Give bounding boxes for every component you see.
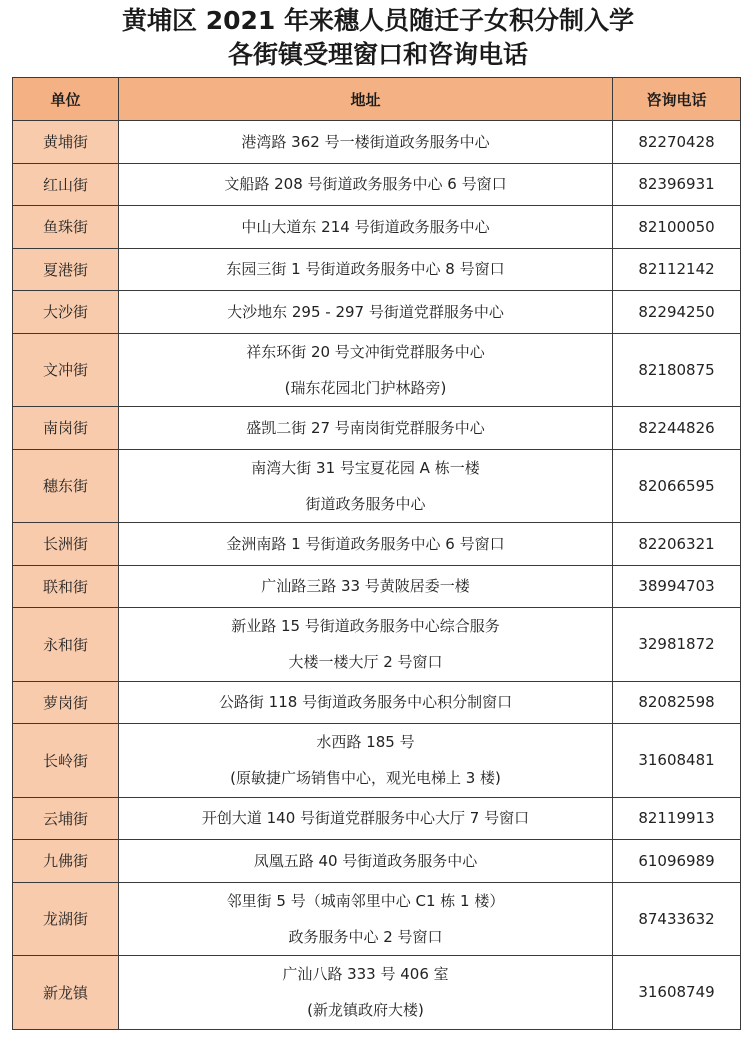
address-line: 东园三街 1 号街道政务服务中心 8 号窗口 <box>226 260 505 279</box>
unit-cell: 大沙街 <box>13 291 119 334</box>
phone-cell: 82180875 <box>613 333 741 407</box>
phone-cell: 82100050 <box>613 206 741 249</box>
address-line: 邻里街 5 号（城南邻里中心 C1 栋 1 楼） <box>226 891 505 910</box>
unit-cell: 联和街 <box>13 565 119 608</box>
table-row <box>13 407 741 450</box>
contact-table <box>12 77 741 1030</box>
address-cell <box>119 449 613 523</box>
address-line: 南湾大街 31 号宝夏花园 A 栋一楼 <box>251 458 480 477</box>
table-row <box>13 523 741 566</box>
unit-cell: 穗东街 <box>13 449 119 523</box>
address-cell <box>119 797 613 840</box>
address-line: 大楼一楼大厅 2 号窗口 <box>288 653 443 672</box>
address-cell <box>119 206 613 249</box>
address-cell <box>119 248 613 291</box>
table-row <box>13 608 741 682</box>
table-row <box>13 206 741 249</box>
address-cell <box>119 882 613 956</box>
unit-cell: 红山街 <box>13 163 119 206</box>
address-line: 街道政务服务中心 <box>305 494 426 513</box>
address-line: 中山大道东 214 号街道政务服务中心 <box>241 217 490 236</box>
table-row <box>13 681 741 724</box>
phone-cell: 32981872 <box>613 608 741 682</box>
phone-cell: 82206321 <box>613 523 741 566</box>
phone-cell: 38994703 <box>613 565 741 608</box>
address-line: 广汕八路 333 号 406 室 <box>282 965 449 984</box>
table-row <box>13 882 741 956</box>
address-line: 文船路 208 号街道政务服务中心 6 号窗口 <box>224 175 507 194</box>
phone-cell: 31608749 <box>613 956 741 1030</box>
page-title-line-1: 黄埔区 2021 年来穗人员随迁子女积分制入学 <box>122 6 634 35</box>
header-address: 地址 <box>119 78 613 121</box>
phone-cell: 82119913 <box>613 797 741 840</box>
address-line: (原敏捷广场销售中心，观光电梯上 3 楼) <box>230 769 501 788</box>
address-cell <box>119 333 613 407</box>
address-line: 新业路 15 号街道政务服务中心综合服务 <box>231 617 500 636</box>
address-line: 公路街 118 号街道政务服务中心积分制窗口 <box>218 693 513 712</box>
unit-cell: 永和街 <box>13 608 119 682</box>
table-row <box>13 449 741 523</box>
address-cell <box>119 121 613 164</box>
address-line: (瑞东花园北门护林路旁) <box>284 378 447 397</box>
phone-cell: 82066595 <box>613 449 741 523</box>
address-line: 港湾路 362 号一楼街道政务服务中心 <box>241 132 490 151</box>
header-phone: 咨询电话 <box>613 78 741 121</box>
phone-cell: 82244826 <box>613 407 741 450</box>
address-line: 政务服务中心 2 号窗口 <box>288 927 443 946</box>
address-cell <box>119 523 613 566</box>
phone-cell: 61096989 <box>613 840 741 883</box>
address-cell <box>119 565 613 608</box>
table-row <box>13 956 741 1030</box>
unit-cell: 鱼珠街 <box>13 206 119 249</box>
address-cell <box>119 291 613 334</box>
address-cell <box>119 956 613 1030</box>
unit-cell: 九佛街 <box>13 840 119 883</box>
phone-cell: 82294250 <box>613 291 741 334</box>
address-cell <box>119 724 613 798</box>
table-body <box>13 121 741 1030</box>
table-row <box>13 291 741 334</box>
address-cell <box>119 608 613 682</box>
phone-cell: 31608481 <box>613 724 741 798</box>
unit-cell: 长洲街 <box>13 523 119 566</box>
unit-cell: 黄埔街 <box>13 121 119 164</box>
address-cell <box>119 840 613 883</box>
unit-cell: 长岭街 <box>13 724 119 798</box>
unit-cell: 新龙镇 <box>13 956 119 1030</box>
address-line: 广汕路三路 33 号黄陂居委一楼 <box>261 577 470 596</box>
header-unit: 单位 <box>13 78 119 121</box>
table-row <box>13 565 741 608</box>
table-row <box>13 121 741 164</box>
address-line: 盛凯二街 27 号南岗街党群服务中心 <box>246 418 485 437</box>
phone-cell: 82112142 <box>613 248 741 291</box>
unit-cell: 夏港街 <box>13 248 119 291</box>
unit-cell: 龙湖街 <box>13 882 119 956</box>
table-row <box>13 797 741 840</box>
address-line: 金洲南路 1 号街道政务服务中心 6 号窗口 <box>226 534 505 553</box>
address-line: (新龙镇政府大楼) <box>307 1001 424 1020</box>
phone-cell: 82396931 <box>613 163 741 206</box>
page-title-line-2: 各街镇受理窗口和咨询电话 <box>227 40 528 69</box>
table-row <box>13 724 741 798</box>
table-row <box>13 248 741 291</box>
unit-cell: 文冲街 <box>13 333 119 407</box>
unit-cell: 萝岗街 <box>13 681 119 724</box>
table-header-row <box>13 78 741 121</box>
address-line: 祥东环街 20 号文冲街党群服务中心 <box>246 342 485 361</box>
address-cell <box>119 163 613 206</box>
address-line: 开创大道 140 号街道党群服务中心大厅 7 号窗口 <box>201 809 530 828</box>
phone-cell: 87433632 <box>613 882 741 956</box>
address-line: 凤凰五路 40 号街道政务服务中心 <box>253 851 478 870</box>
table-row <box>13 840 741 883</box>
unit-cell: 南岗街 <box>13 407 119 450</box>
table-row <box>13 163 741 206</box>
unit-cell: 云埔街 <box>13 797 119 840</box>
phone-cell: 82270428 <box>613 121 741 164</box>
address-line: 大沙地东 295 - 297 号街道党群服务中心 <box>227 302 504 321</box>
address-cell <box>119 681 613 724</box>
address-cell <box>119 407 613 450</box>
table-row <box>13 333 741 407</box>
address-line: 水西路 185 号 <box>316 733 415 752</box>
phone-cell: 82082598 <box>613 681 741 724</box>
